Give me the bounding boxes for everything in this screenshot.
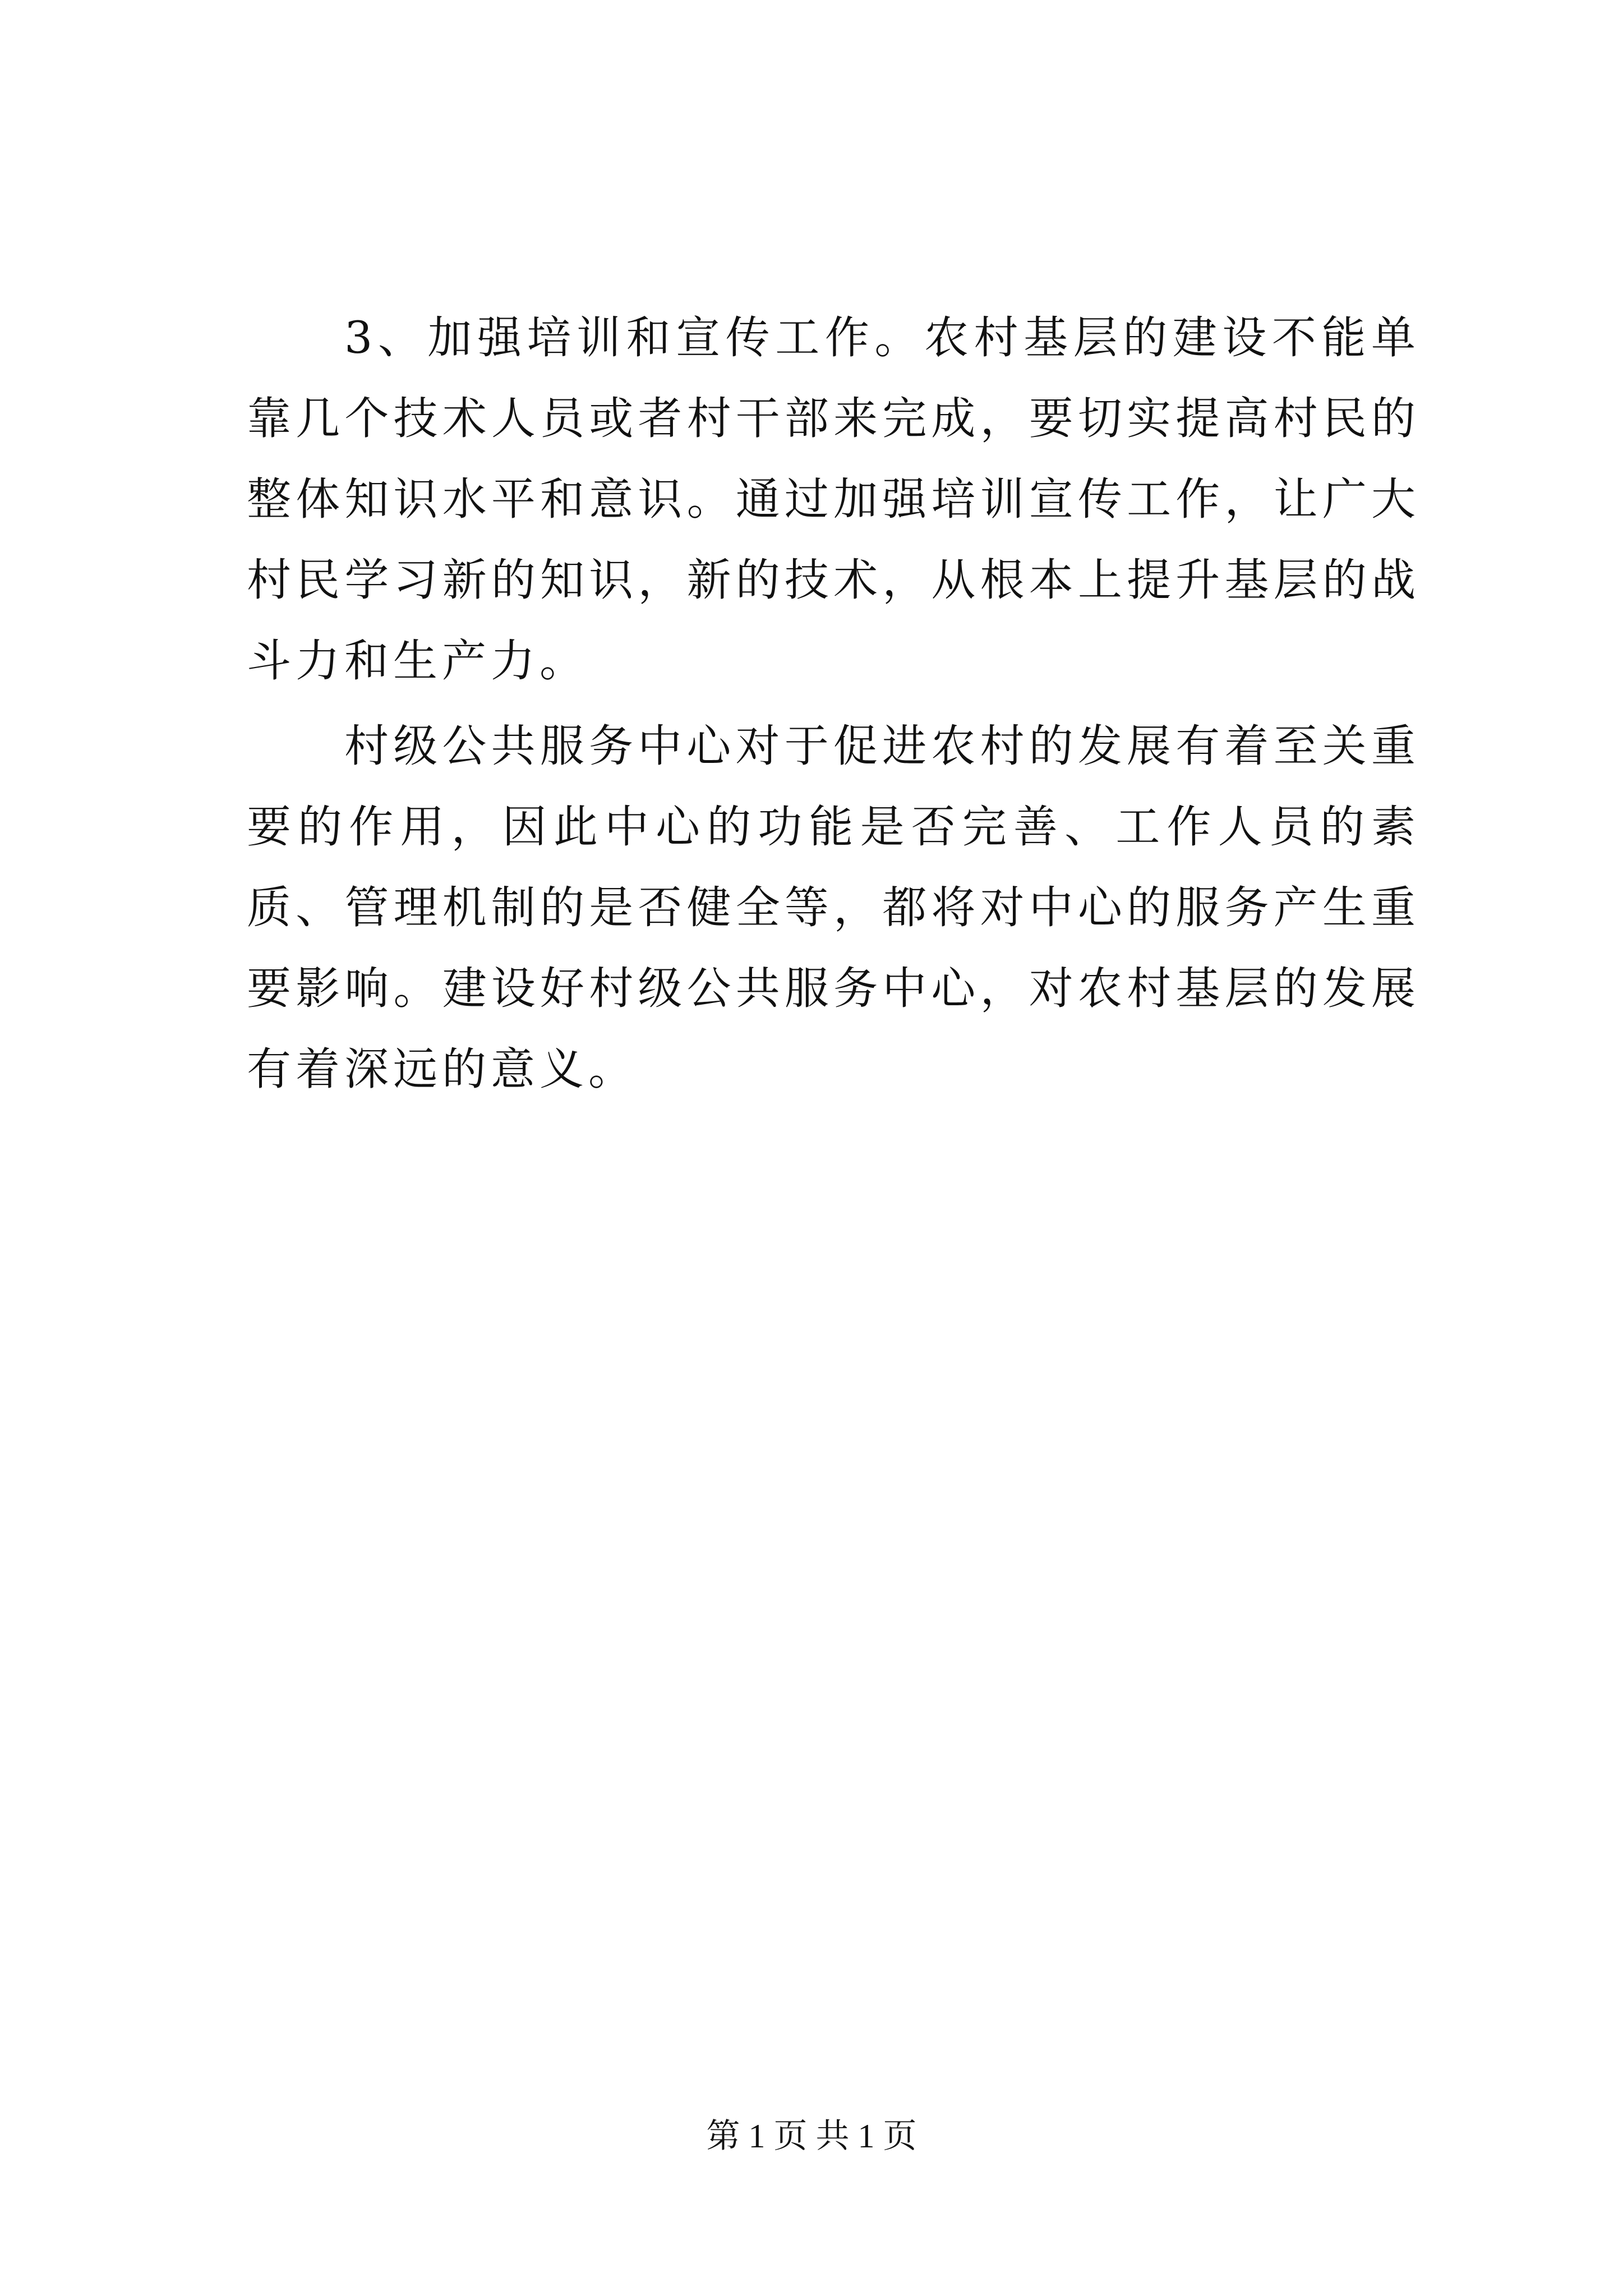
paragraph-training-publicity: 3、加强培训和宣传工作。农村基层的建设不能单靠几个技术人员或者村干部来完成，要切实提高村民的整体知识水平和意识。通过加强培训宣传工作，让广大村民学习新的知识，新的技术，从根本上提升基层的战斗力和生产力。 (247, 312, 1420, 687)
page-number-footer: 第 1 页 共 1 页 (706, 2118, 917, 2155)
paragraph-service-center-conclusion: 村级公共服务中心对于促进农村的发展有着至关重要的作用，因此中心的功能是否完善、工作人员的素质、管理机制的是否健全等，都将对中心的服务产生重要影响。建设好村级公共服务中心，对农村基层的发展有着深远的意义。 (247, 720, 1420, 1095)
document-body (247, 297, 1420, 1111)
